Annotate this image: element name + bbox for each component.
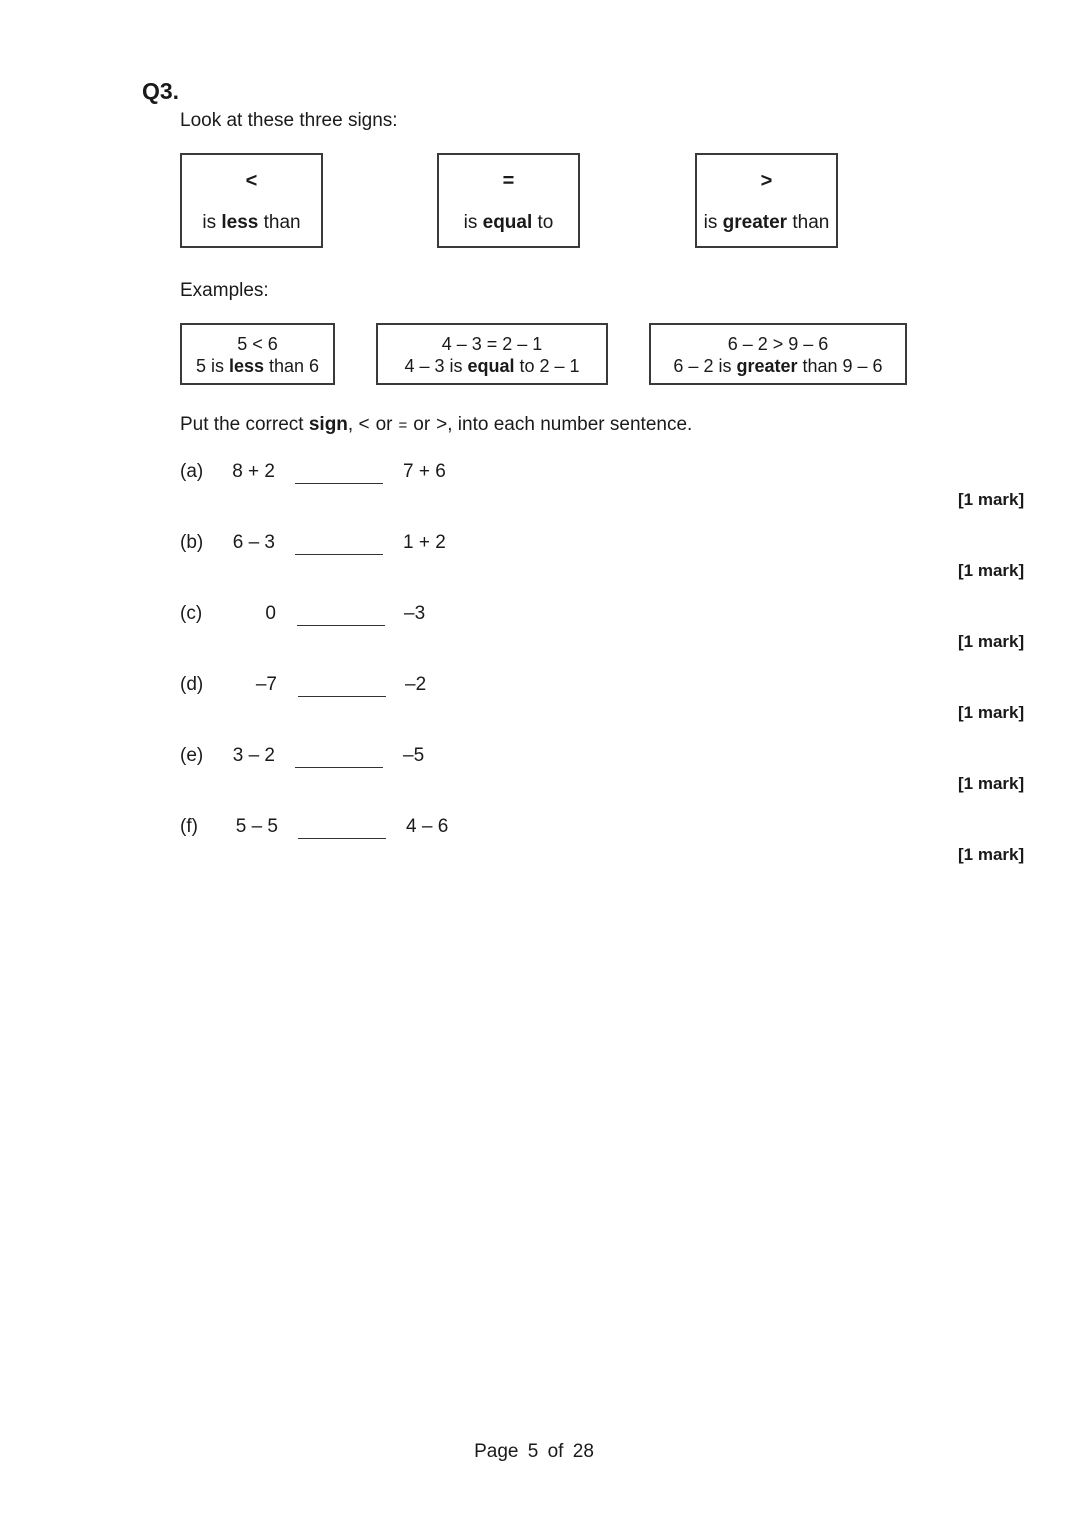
part-right-expression: –5 (403, 745, 425, 766)
mark-label: [1 mark] (958, 703, 1025, 722)
example-box-greater (649, 323, 907, 385)
part-label: (c) (180, 603, 203, 624)
ex-text: 5 is (195, 356, 229, 376)
sign-box-equal-to (437, 153, 580, 248)
sign-description (182, 212, 321, 234)
instr-text: Put the correct (180, 414, 309, 435)
desc-bold: less (221, 212, 259, 233)
part-left-expression: 5 – 5 (235, 816, 278, 837)
mark-label: [1 mark] (958, 632, 1025, 651)
answer-line[interactable] (298, 696, 386, 697)
example-sentence (182, 355, 333, 377)
example-sentence (378, 355, 606, 377)
ex-bold: greater (736, 356, 798, 376)
mark-label: [1 mark] (958, 774, 1025, 793)
instr-text: >, into each number sentence. (436, 414, 693, 435)
ex-text: than 6 (264, 356, 320, 376)
example-sentence (651, 355, 905, 377)
question-number: Q3. (142, 78, 180, 104)
part-right-expression: 7 + 6 (403, 461, 446, 482)
desc-bold: equal (482, 212, 533, 233)
instr-or: or (375, 414, 393, 435)
ex-text: than 9 – 6 (797, 356, 883, 376)
part-right-expression: 1 + 2 (403, 532, 446, 553)
desc-text: to (532, 212, 554, 233)
sign-box-less-than (180, 153, 323, 248)
ex-bold: less (228, 356, 264, 376)
less-than-symbol: < (245, 170, 258, 192)
sign-description (697, 212, 836, 234)
desc-text: is (703, 212, 723, 233)
part-left-expression: 8 + 2 (232, 461, 275, 482)
instr-equal-sign: = (398, 417, 408, 434)
equals-symbol: = (502, 170, 515, 192)
sign-description (439, 212, 578, 234)
greater-than-symbol: > (760, 170, 773, 192)
part-label: (a) (180, 461, 204, 482)
instr-less-sign: < (358, 414, 370, 435)
ex-text: to 2 – 1 (514, 356, 580, 376)
question-part-e (0, 745, 1080, 775)
example-expression: 4 – 3 = 2 – 1 (441, 334, 543, 354)
ex-text: 6 – 2 is (673, 356, 737, 376)
instr-or: or (413, 414, 431, 435)
answer-line[interactable] (295, 554, 383, 555)
part-left-expression: 3 – 2 (232, 745, 275, 766)
desc-bold: greater (722, 212, 788, 233)
desc-text: than (258, 212, 301, 233)
example-expression: 6 – 2 > 9 – 6 (727, 334, 829, 354)
part-right-expression: –3 (404, 603, 426, 624)
example-box-equal (376, 323, 608, 385)
answer-line[interactable] (298, 838, 386, 839)
example-box-less (180, 323, 335, 385)
question-part-a (0, 461, 1080, 491)
answer-line[interactable] (295, 483, 383, 484)
part-label: (b) (180, 532, 204, 553)
question-part-c (0, 603, 1080, 633)
question-part-d (0, 674, 1080, 704)
part-label: (e) (180, 745, 204, 766)
examples-label: Examples: (180, 280, 269, 301)
part-left-expression: –7 (255, 674, 277, 695)
footer-page-word: Page (474, 1441, 519, 1462)
mark-label: [1 mark] (958, 561, 1025, 580)
footer-of-word: of (547, 1441, 564, 1462)
desc-text: than (787, 212, 830, 233)
part-label: (d) (180, 674, 204, 695)
ex-text: 4 – 3 is (404, 356, 468, 376)
part-left-expression: 6 – 3 (232, 532, 275, 553)
page-total: 28 (572, 1441, 594, 1462)
example-expression: 5 < 6 (237, 334, 278, 354)
mark-label: [1 mark] (958, 845, 1025, 864)
desc-text: is (463, 212, 483, 233)
sign-box-greater-than (695, 153, 838, 248)
answer-line[interactable] (297, 625, 385, 626)
question-part-f (0, 816, 1080, 846)
question-part-b (0, 532, 1080, 562)
part-right-expression: –2 (405, 674, 427, 695)
ex-bold: equal (467, 356, 515, 376)
question-intro: Look at these three signs: (180, 110, 398, 131)
page-number: 5 (527, 1441, 539, 1462)
part-left-expression: 0 (265, 603, 276, 624)
part-label: (f) (180, 816, 198, 837)
answer-line[interactable] (295, 767, 383, 768)
part-right-expression: 4 – 6 (406, 816, 449, 837)
desc-text: is (202, 212, 222, 233)
instr-bold: sign (308, 414, 348, 435)
instr-text: , (347, 414, 354, 435)
mark-label: [1 mark] (958, 490, 1025, 509)
page-footer (0, 1441, 1068, 1463)
instruction (180, 414, 692, 436)
